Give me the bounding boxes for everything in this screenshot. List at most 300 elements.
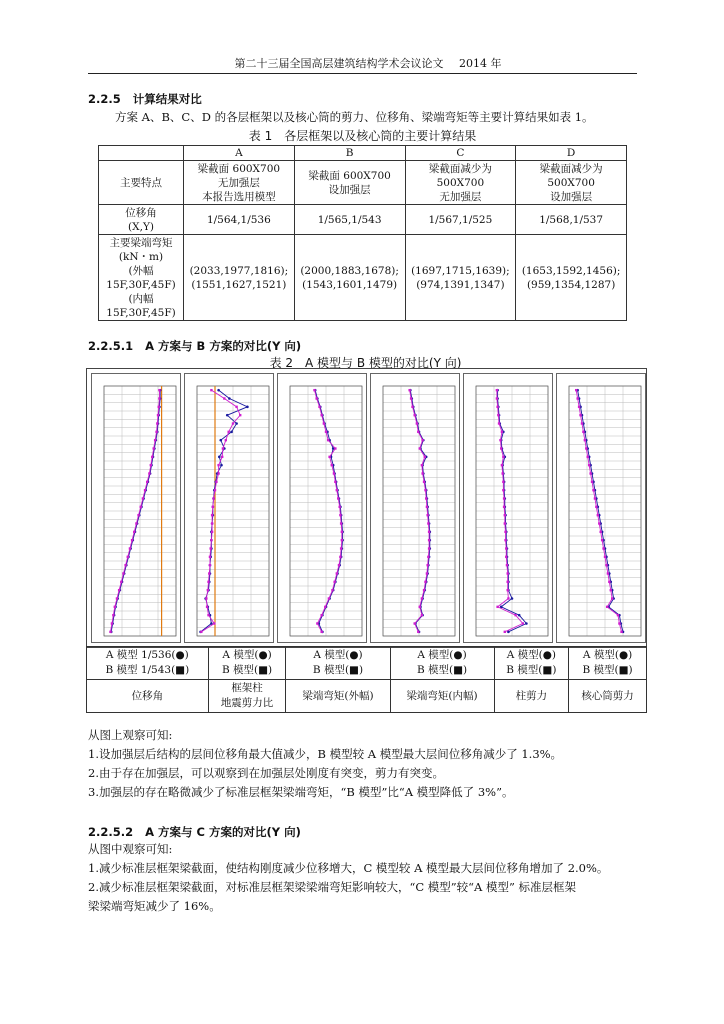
cell-line: (2033,1977,1816); (189, 264, 289, 277)
data-point (156, 422, 158, 424)
data-point (325, 431, 327, 433)
data-point (416, 422, 418, 424)
data-point (205, 597, 207, 599)
data-point (323, 422, 325, 424)
data-point (576, 397, 578, 399)
data-point (428, 547, 430, 549)
data-point (336, 572, 338, 574)
data-point (129, 547, 131, 549)
chart-panel-4 (370, 373, 460, 643)
chart-panel-3 (277, 373, 367, 643)
data-point (423, 481, 425, 483)
data-point (504, 539, 506, 541)
chart-name-line: 地震剪力比 (220, 697, 274, 709)
table1-cell (516, 205, 627, 235)
cell-line: 设加强层 (550, 190, 593, 203)
chart-name-cell (494, 680, 569, 713)
header-year: 2014 年 (459, 57, 502, 70)
data-point (215, 481, 217, 483)
data-point (337, 497, 339, 499)
data-point (496, 606, 498, 608)
data-point (112, 614, 114, 616)
data-point (424, 581, 426, 583)
obs1-item-1: 1.设加强层后结构的层间位移角最大值减少，B 模型较 A 模型最大层间位移角减少了 1.3%。 (88, 747, 563, 761)
data-point (505, 547, 507, 549)
data-point (417, 631, 419, 633)
data-point (235, 422, 238, 425)
data-point (315, 397, 317, 399)
observations-ac (88, 840, 608, 916)
data-point (328, 597, 330, 599)
data-point (221, 456, 223, 458)
data-point (578, 406, 580, 408)
cell-line: 本报告选用模型 (202, 190, 276, 203)
data-point (333, 581, 335, 583)
row-label-line: 位移角 (125, 206, 157, 219)
legend-cell (87, 647, 209, 680)
data-point (212, 506, 214, 508)
chart-name-line: 梁端弯矩(外幅) (302, 689, 374, 702)
data-point (340, 522, 342, 524)
data-point (232, 422, 234, 424)
legend-cell (286, 647, 390, 680)
data-point (505, 556, 507, 558)
data-point (341, 531, 343, 533)
cell-line: 1/567,1/525 (428, 213, 493, 226)
data-point (157, 414, 159, 416)
data-point (207, 589, 209, 591)
data-point (426, 514, 428, 516)
data-point (155, 431, 157, 433)
data-point (239, 414, 241, 416)
data-point (410, 397, 412, 399)
data-point (158, 406, 160, 408)
data-point (608, 581, 610, 583)
data-point (327, 439, 329, 441)
data-point (618, 622, 620, 624)
chart-panel-2 (184, 373, 274, 643)
data-point (421, 439, 423, 441)
data-point (207, 581, 209, 583)
table2-caption: 表 2 A 模型与 B 模型的对比(Y 向) (269, 356, 462, 370)
cell-line: (1653,1592,1456); (521, 264, 621, 277)
cell-line: 500X700 (547, 176, 595, 189)
data-point (585, 447, 587, 449)
chart-svg (185, 374, 273, 642)
data-point (340, 547, 342, 549)
data-point (500, 447, 502, 449)
data-point (421, 464, 423, 466)
chart-name-line: 位移角 (131, 689, 164, 702)
cell-line: 1/564,1/536 (206, 213, 271, 226)
data-point (599, 531, 601, 533)
data-point (605, 564, 607, 566)
data-point (417, 431, 419, 433)
row-label-line: (kN・m) (118, 250, 164, 263)
row-label-line: 主要特点 (120, 176, 162, 189)
cell-line: 设加强层 (328, 183, 371, 196)
data-point (320, 631, 322, 633)
data-point (220, 464, 223, 467)
legend-line: B 模型(■) (582, 664, 633, 676)
cell-line: (2000,1883,1678); (300, 264, 399, 277)
data-point (235, 406, 237, 408)
data-point (499, 439, 501, 441)
data-point (584, 439, 586, 441)
section-heading-2252: 2.2.5.2 A 方案与 C 方案的对比(Y 向) (88, 825, 301, 839)
data-point (120, 581, 122, 583)
legend-cell (390, 647, 494, 680)
data-point (152, 447, 154, 449)
data-point (158, 397, 160, 399)
data-point (620, 631, 622, 633)
data-point (339, 514, 341, 516)
chart-name-line: 框架柱 (231, 682, 263, 694)
table1-col-header: D (516, 146, 627, 161)
data-point (502, 456, 504, 458)
data-point (503, 506, 505, 508)
chart-name-cell (390, 680, 494, 713)
data-point (217, 389, 220, 392)
data-point (604, 556, 606, 558)
cell-line: (974,1391,1347) (416, 278, 505, 291)
cell-line: (959,1354,1287) (526, 278, 616, 291)
cell-line: 1/565,1/543 (317, 213, 382, 226)
data-point (421, 472, 423, 474)
row-label-line: 主要梁端弯矩 (109, 236, 173, 249)
data-point (506, 572, 508, 574)
data-point (504, 514, 506, 516)
data-point (501, 472, 503, 474)
data-point (497, 414, 499, 416)
table1-cell (184, 161, 295, 205)
data-point (579, 414, 581, 416)
chart-panel-5 (463, 373, 553, 643)
data-point (137, 514, 139, 516)
legend-line: B 模型(■) (416, 664, 468, 676)
data-point (428, 539, 430, 541)
data-point (413, 622, 415, 624)
data-point (226, 414, 229, 417)
data-point (581, 422, 583, 424)
data-point (331, 464, 333, 466)
data-point (506, 589, 508, 591)
table1-corner (99, 146, 184, 161)
table1-cell (294, 235, 405, 321)
data-point (211, 522, 213, 524)
chart-name-cell (87, 680, 209, 713)
table1-col-header: C (405, 146, 516, 161)
data-point (135, 522, 137, 524)
legend-line: A 模型(●) (582, 649, 633, 661)
obs2-item-1: 1.减少标准层框架梁截面，使结构刚度减少位移增大，C 模型较 A 模型最大层间位移角增加了 2.0%。 (88, 861, 609, 875)
data-point (408, 389, 410, 391)
data-point (313, 389, 315, 391)
chart-name-line: 核心筒剪力 (581, 689, 634, 702)
cell-line: 500X700 (436, 176, 485, 189)
data-point (498, 422, 500, 424)
legend-cell (208, 647, 286, 680)
cell-line: (1551,1627,1521) (191, 278, 287, 291)
data-point (610, 589, 612, 591)
running-header (88, 55, 648, 71)
data-point (502, 489, 504, 491)
data-point (501, 431, 503, 433)
data-point (328, 456, 330, 458)
data-point (320, 614, 322, 616)
data-point (320, 414, 322, 416)
table1-row-label (99, 161, 184, 205)
data-point (151, 456, 153, 458)
data-point (594, 497, 596, 499)
data-point (426, 506, 428, 508)
chart-legend-table (86, 646, 647, 713)
data-point (607, 572, 609, 574)
data-point (200, 631, 202, 633)
data-point (111, 622, 113, 624)
conference-name: 第二十三届全国高层建筑结构学术会议论文 (234, 57, 444, 70)
data-point (324, 606, 326, 608)
data-point (222, 447, 224, 449)
data-point (511, 597, 514, 600)
row-label-line: 15F,30F,45F) (106, 278, 176, 291)
table1-cell (405, 205, 516, 235)
data-point (421, 614, 423, 616)
data-point (514, 614, 516, 616)
data-point (424, 489, 426, 491)
data-point (582, 431, 584, 433)
data-point (419, 447, 421, 449)
data-point (109, 631, 111, 633)
data-point (223, 397, 225, 399)
chart-name-line: 梁端弯矩(内幅) (406, 689, 478, 702)
data-point (341, 539, 343, 541)
data-point (334, 447, 336, 449)
data-point (501, 464, 503, 466)
data-point (503, 497, 505, 499)
legend-cell (494, 647, 569, 680)
table1-cell (516, 235, 627, 321)
data-point (588, 464, 590, 466)
data-point (228, 397, 231, 400)
data-point (316, 622, 318, 624)
table1-cell (405, 161, 516, 205)
legend-line: B 模型 1/543(■) (105, 664, 190, 676)
data-point (333, 472, 335, 474)
data-point (428, 531, 430, 533)
table1-caption: 表 1 各层框架以及核心筒的主要计算结果 (248, 129, 477, 143)
data-point (504, 531, 506, 533)
data-point (211, 531, 213, 533)
data-point (496, 397, 498, 399)
data-point (496, 406, 498, 408)
data-point (504, 522, 506, 524)
legend-line: A 模型(●) (417, 649, 467, 661)
data-point (124, 564, 126, 566)
chart-name-cell (286, 680, 390, 713)
legend-line: B 模型(■) (221, 664, 273, 676)
row-label-line: 15F,30F,45F) (106, 306, 176, 319)
row-label-line: (外幅 (128, 264, 154, 277)
cell-line: 梁截面 600X700 (197, 162, 281, 175)
data-point (413, 414, 415, 416)
chart-svg (557, 374, 645, 642)
data-point (339, 556, 341, 558)
data-point (426, 572, 428, 574)
data-point (592, 489, 594, 491)
section-intro: 方案 A、B、C、D 的各层框架以及核心筒的剪力、位移角、梁端弯矩等主要计算结果如表 1。 (115, 110, 594, 124)
data-point (114, 606, 116, 608)
data-point (217, 464, 219, 466)
data-point (227, 431, 229, 433)
data-point (518, 614, 521, 617)
data-point (575, 389, 577, 391)
data-point (122, 572, 124, 574)
chart-panel-6 (556, 373, 646, 643)
chart-panel-1 (91, 373, 181, 643)
data-point (502, 481, 504, 483)
data-point (127, 556, 129, 558)
data-point (423, 589, 425, 591)
data-point (598, 522, 600, 524)
obs1-item-3: 3.加强层的存在略微减少了标准层框架梁端弯矩，“B 模型”比“A 模型降低了 3%”。 (88, 785, 514, 799)
legend-line: A 模型(●) (313, 649, 363, 661)
table1-col-header: B (294, 146, 405, 161)
chart-name-cell (208, 680, 286, 713)
data-point (318, 406, 320, 408)
data-point (118, 589, 120, 591)
data-point (336, 489, 338, 491)
data-point (602, 547, 604, 549)
data-point (507, 597, 509, 599)
data-point (496, 389, 498, 391)
header-rule (88, 73, 637, 74)
table1-cell (184, 205, 295, 235)
data-point (148, 472, 150, 474)
data-point (331, 589, 333, 591)
data-point (591, 481, 593, 483)
table1-cell (294, 205, 405, 235)
data-point (219, 439, 222, 442)
data-point (411, 406, 413, 408)
cell-line: 1/568,1/537 (539, 213, 604, 226)
data-point (142, 497, 144, 499)
data-point (338, 564, 340, 566)
data-point (506, 581, 508, 583)
data-point (158, 389, 160, 391)
data-point (140, 506, 142, 508)
cell-line: 梁截面减少为 (539, 162, 603, 175)
data-point (150, 464, 152, 466)
data-point (212, 497, 214, 499)
legend-line: A 模型(●) (222, 649, 272, 661)
chart-name-line: 柱剪力 (515, 689, 548, 702)
data-point (589, 472, 591, 474)
data-point (211, 514, 213, 516)
section-heading-225: 2.2.5 计算结果对比 (88, 92, 202, 106)
obs1-item-2: 2.由于存在加强层，可以观察到在加强层处刚度有突变，剪力有突变。 (88, 766, 444, 780)
table1-row-label (99, 205, 184, 235)
data-point (597, 514, 599, 516)
table1-cell (405, 235, 516, 321)
cell-line: 梁截面 600X700 (308, 169, 391, 182)
data-point (154, 439, 156, 441)
data-point (225, 439, 227, 441)
cell-line: (1697,1715,1639); (411, 264, 510, 277)
table1-cell (294, 161, 405, 205)
obs1-intro: 从图上观察可知: (88, 728, 173, 742)
comparison-charts (86, 368, 647, 648)
legend-cell (569, 647, 647, 680)
chart-svg (464, 374, 552, 642)
table1-cell (516, 161, 627, 205)
chart-svg (92, 374, 180, 642)
row-label-line: (内幅 (128, 292, 154, 305)
chart-name-cell (569, 680, 647, 713)
table1-row-label (99, 235, 184, 321)
data-point (427, 556, 429, 558)
data-point (334, 481, 336, 483)
data-point (426, 564, 428, 566)
data-point (133, 531, 135, 533)
data-point (207, 614, 209, 616)
data-point (419, 606, 421, 608)
observations-ab (88, 726, 562, 802)
data-point (214, 489, 216, 491)
data-point (617, 614, 619, 616)
data-point (206, 606, 208, 608)
data-point (427, 522, 429, 524)
data-point (506, 564, 508, 566)
legend-line: A 模型(●) (506, 649, 556, 661)
table1-cell (184, 235, 295, 321)
obs2-intro: 从图中观察可知: (88, 842, 173, 856)
data-point (208, 572, 210, 574)
data-point (424, 456, 426, 458)
cell-line: 无加强层 (439, 190, 482, 203)
data-point (218, 456, 221, 459)
data-point (209, 556, 211, 558)
chart-svg (278, 374, 366, 642)
row-label-line: (X,Y) (128, 220, 154, 233)
data-point (587, 456, 589, 458)
data-point (611, 597, 613, 599)
legend-line: A 模型 1/536(●) (105, 649, 189, 661)
data-point (213, 622, 215, 624)
data-point (338, 506, 340, 508)
obs2-item-3: 梁梁端弯矩减少了 16%。 (88, 899, 221, 913)
cell-line: 无加强层 (217, 176, 260, 189)
data-point (217, 472, 219, 474)
data-point (116, 597, 118, 599)
data-point (209, 547, 211, 549)
data-point (210, 389, 212, 391)
data-point (601, 539, 603, 541)
section-heading-2251: 2.2.5.1 A 方案与 B 方案的对比(Y 向) (88, 339, 302, 353)
data-point (209, 564, 211, 566)
cell-line: 梁截面减少为 (428, 162, 492, 175)
chart-svg (371, 374, 459, 642)
data-point (595, 506, 597, 508)
obs2-item-2: 2.减少标准层框架梁截面，对标准层框架梁梁端弯矩影响较大，“C 模型”较“A 模型” 标准层框架 (88, 880, 577, 894)
legend-line: B 模型(■) (506, 664, 557, 676)
data-point (606, 606, 608, 608)
data-point (210, 539, 212, 541)
data-point (144, 489, 146, 491)
data-point (421, 597, 423, 599)
legend-line: B 模型(■) (312, 664, 364, 676)
data-point (504, 631, 506, 633)
